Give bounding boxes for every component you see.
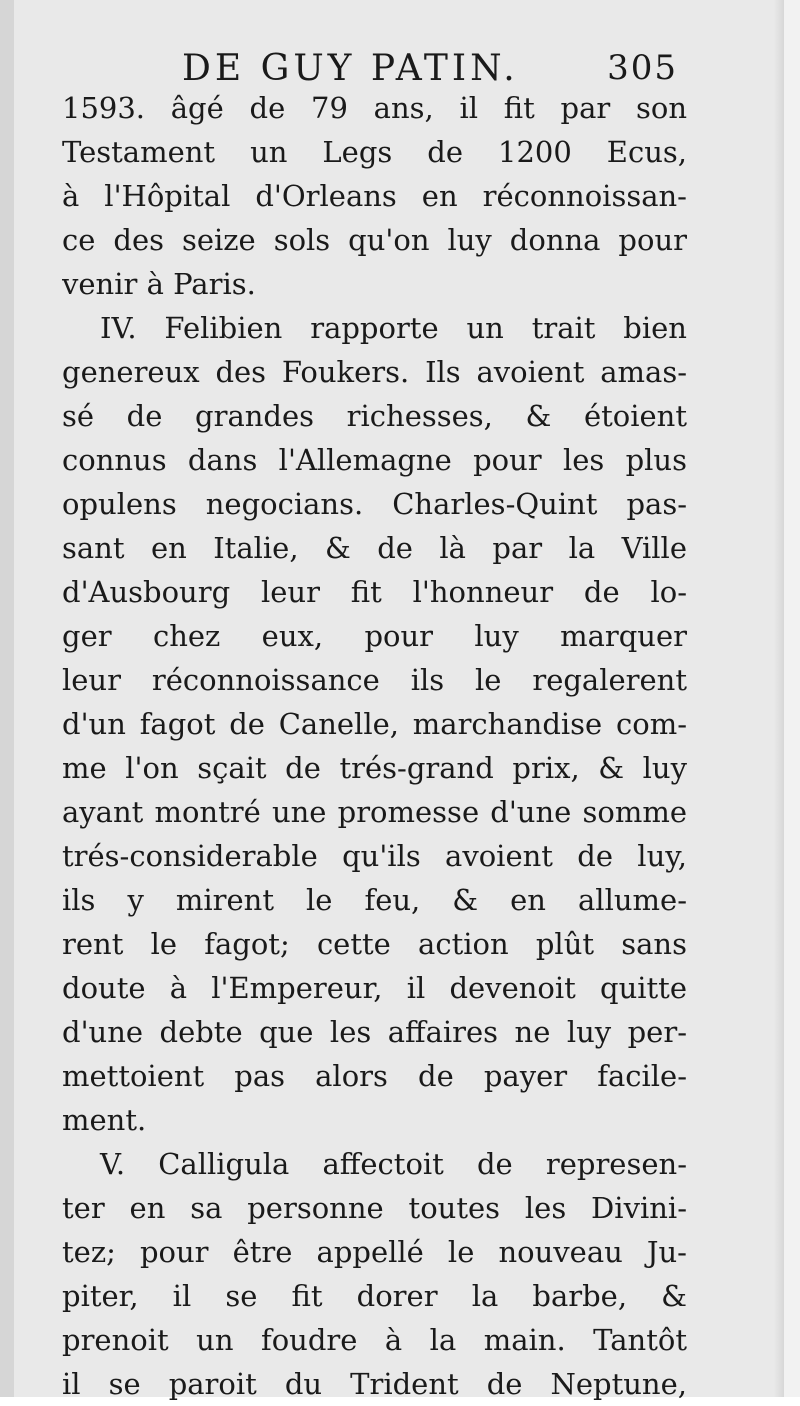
text-line: prenoit un foudre à la main. Tantôt (62, 1323, 687, 1357)
text-line: il se paroit du Trident de Neptune, (62, 1367, 687, 1401)
text-line: ce des seize sols qu'on luy donna pour (62, 223, 687, 257)
text-line: ter en sa personne toutes les Divini- (62, 1191, 687, 1225)
text-line: d'Ausbourg leur fit l'honneur de lo- (62, 575, 687, 609)
text-line: trés-considerable qu'ils avoient de luy, (62, 839, 687, 873)
text-line: d'un fagot de Canelle, marchandise com- (62, 707, 687, 741)
text-line: sé de grandes richesses, & étoient (62, 399, 687, 433)
text-line: rent le fagot; cette action plût sans (62, 927, 687, 961)
running-head: DE GUY PATIN. (182, 48, 519, 89)
text-line: piter, il se fit dorer la barbe, & (62, 1279, 687, 1313)
text-line: opulens negocians. Charles-Quint pas- (62, 487, 687, 521)
text-line: d'une debte que les affaires ne luy per- (62, 1015, 687, 1049)
text-line: connus dans l'Allemagne pour les plus (62, 443, 687, 477)
text-line: ment. (62, 1103, 147, 1137)
text-line: sant en Italie, & de là par la Ville (62, 531, 687, 565)
text-line: me l'on sçait de trés-grand prix, & luy (62, 751, 687, 785)
page-number: 305 (607, 48, 678, 88)
page-edge (784, 0, 800, 1397)
text-line: ger chez eux, pour luy marquer (62, 619, 687, 653)
text-line: IV. Felibien rapporte un trait bien (100, 311, 687, 345)
text-line: mettoient pas alors de payer facile- (62, 1059, 687, 1093)
text-line: tez; pour être appellé le nouveau Ju- (62, 1235, 687, 1269)
text-line: Testament un Legs de 1200 Ecus, (62, 135, 687, 169)
text-line: 1593. âgé de 79 ans, il fit par son (62, 91, 687, 125)
text-line: à l'Hôpital d'Orleans en réconnoissan- (62, 179, 687, 213)
text-line: venir à Paris. (62, 267, 256, 301)
text-line: leur réconnoissance ils le regalerent (62, 663, 687, 697)
body-text (62, 86, 687, 1406)
text-line: ils y mirent le feu, & en allume- (62, 883, 687, 917)
text-line: doute à l'Empereur, il devenoit quitte (62, 971, 687, 1005)
text-line: genereux des Foukers. Ils avoient amas- (62, 355, 687, 389)
book-gutter (0, 0, 14, 1397)
text-line: V. Calligula affectoit de represen- (100, 1147, 687, 1181)
text-line: ayant montré une promesse d'une somme (62, 795, 687, 829)
